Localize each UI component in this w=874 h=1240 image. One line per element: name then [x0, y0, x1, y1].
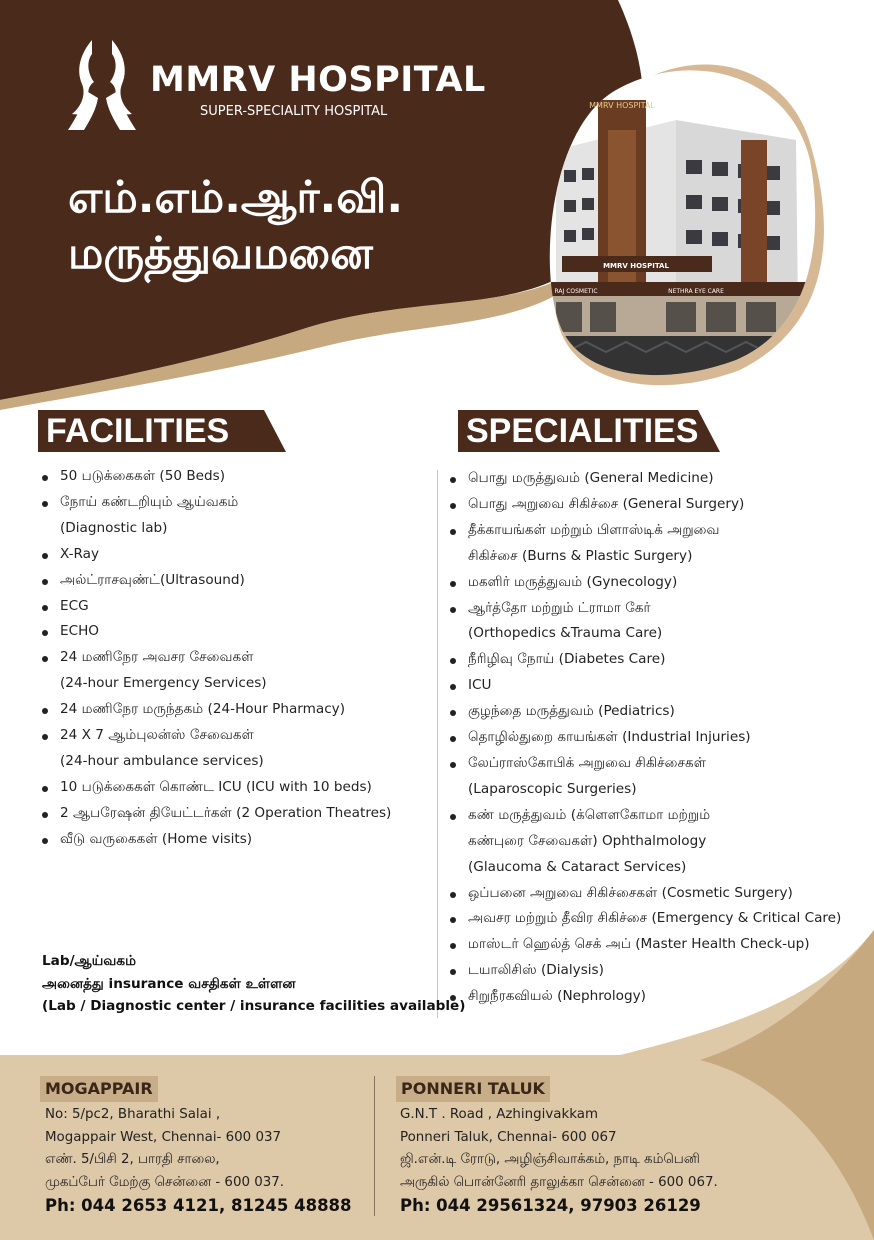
address-line: Ponneri Taluk, Chennai- 600 067: [400, 1129, 617, 1145]
address-line: முகப்பேர் மேற்கு சென்னை - 600 037.: [45, 1174, 285, 1190]
facilities-heading: [38, 410, 286, 452]
item-text: பொது அறுவை சிகிச்சை (General Surgery): [468, 495, 745, 512]
item-text-line2: சிகிச்சை (Burns & Plastic Surgery): [468, 547, 693, 564]
footer-divider: [374, 1076, 375, 1216]
item-text: டயாலிசிஸ் (Dialysis): [468, 962, 604, 979]
address-line: அருகில் பொன்னேரி தாலுக்கா சென்னை - 600 067.: [400, 1174, 718, 1190]
bullet-icon: [42, 708, 48, 714]
list-item: [38, 594, 391, 620]
list-item: [38, 775, 391, 801]
bullet-icon: [450, 917, 456, 923]
address-line: ஜி.என்.டி ரோடு, அழிஞ்சிவாக்கம், நாடி கம்பெனி: [400, 1152, 700, 1168]
building-shop-left: RAJ COSMETIC: [554, 288, 598, 295]
item-text: 24 X 7 ஆம்புலன்ஸ் சேவைகள்: [60, 727, 254, 744]
list-item: [38, 697, 391, 723]
note-line-2: அனைத்து insurance வசதிகள் உள்ளன: [42, 975, 296, 992]
item-text: ECG: [60, 597, 89, 614]
specialities-heading-text: SPECIALITIES: [466, 412, 699, 450]
bullet-icon: [42, 630, 48, 636]
tamil-hospital-title: [68, 170, 403, 282]
item-text-line2: (Laparoscopic Surgeries): [468, 780, 637, 797]
bullet-icon: [42, 605, 48, 611]
item-text: ஒப்பனை அறுவை சிகிச்சைகள் (Cosmetic Surgery): [468, 884, 793, 901]
item-text: லேப்ராஸ்கோபிக் அறுவை சிகிச்சைகள்: [468, 754, 706, 771]
list-item: [446, 647, 841, 673]
bullet-icon: [42, 579, 48, 585]
bullet-icon: [42, 734, 48, 740]
facilities-heading-text: FACILITIES: [46, 412, 230, 450]
list-item: [446, 699, 841, 725]
address-line: எண். 5/பிசி 2, பாரதி சாலை,: [45, 1152, 220, 1168]
building-sign-top: MMRV HOSPITAL: [589, 101, 655, 110]
facilities-list: [38, 464, 391, 853]
bullet-icon: [42, 553, 48, 559]
branch-phone: Ph: 044 2653 4121, 81245 48888: [45, 1196, 352, 1216]
specialities-list: [446, 466, 841, 1010]
list-item: [38, 827, 391, 853]
item-text: 10 படுக்கைகள் கொண்ட ICU (ICU with 10 beds): [60, 778, 372, 795]
list-item: [446, 570, 841, 596]
item-text: ECHO: [60, 623, 100, 640]
list-item: [446, 518, 841, 570]
hospital-logo-faces-icon: [62, 36, 142, 134]
branch-label-ponneri: [396, 1076, 550, 1102]
specialities-heading: [458, 410, 720, 452]
bullet-icon: [42, 812, 48, 818]
item-text-line2: (Diagnostic lab): [60, 519, 168, 536]
bullet-icon: [450, 943, 456, 949]
item-text: சிறுநீரகவியல் (Nephrology): [468, 988, 646, 1005]
list-item: [38, 490, 391, 542]
address-line: Mogappair West, Chennai- 600 037: [45, 1129, 282, 1145]
item-text: வீடு வருகைகள் (Home visits): [60, 830, 253, 847]
item-text: மாஸ்டர் ஹெல்த் செக் அப் (Master Health Check-up): [468, 936, 810, 953]
list-item: [446, 803, 841, 881]
branch-phone: Ph: 044 29561324, 97903 26129: [400, 1196, 701, 1216]
item-text-line2: (24-hour ambulance services): [60, 752, 264, 769]
bullet-icon: [42, 838, 48, 844]
note-line-3: (Lab / Diagnostic center / insurance facilities available): [42, 998, 466, 1014]
item-text-line2: கண்புரை சேவைகள்) Ophthalmology: [468, 832, 707, 849]
list-item: [38, 723, 391, 775]
list-item: [38, 801, 391, 827]
item-text: 24 மணிநேர மருந்தகம் (24-Hour Pharmacy): [60, 701, 346, 718]
item-text: 50 படுக்கைகள் (50 Beds): [60, 468, 226, 484]
item-text: அவசர மற்றும் தீவிர சிகிச்சை (Emergency & Critical Care): [468, 910, 842, 927]
list-item: [446, 492, 841, 518]
bullet-icon: [450, 503, 456, 509]
list-item: [38, 542, 391, 568]
branch-label-mogappair: [40, 1076, 158, 1102]
item-text: தீக்காயங்கள் மற்றும் பிளாஸ்டிக் அறுவை: [468, 521, 720, 538]
item-text: நீரிழிவு நோய் (Diabetes Care): [468, 651, 666, 668]
bullet-icon: [450, 658, 456, 664]
list-item: [446, 881, 841, 907]
item-text: 2 ஆபரேஷன் தியேட்டர்கள் (2 Operation Theatres): [60, 804, 392, 821]
list-item: [446, 906, 841, 932]
brand-tagline: SUPER-SPECIALITY HOSPITAL: [200, 104, 388, 119]
bullet-icon: [450, 607, 456, 613]
bullet-icon: [450, 814, 456, 820]
list-item: [38, 568, 391, 594]
item-text: ஆர்த்தோ மற்றும் ட்ராமா கேர்: [468, 599, 651, 616]
tamil-title-line-1: எம்.எம்.ஆர்.வி.: [68, 172, 404, 223]
bullet-icon: [42, 786, 48, 792]
list-item: [446, 725, 841, 751]
hospital-building-photo: [526, 60, 818, 378]
bullet-icon: [450, 892, 456, 898]
list-item: [446, 751, 841, 803]
item-text: பொது மருத்துவம் (General Medicine): [468, 470, 714, 486]
address-line: No: 5/pc2, Bharathi Salai ,: [45, 1107, 221, 1122]
bullet-icon: [450, 762, 456, 768]
address-line: G.N.T . Road , Azhingivakkam: [400, 1107, 598, 1122]
bullet-icon: [450, 529, 456, 535]
list-item: [446, 984, 841, 1010]
bullet-icon: [450, 684, 456, 690]
bullet-icon: [450, 736, 456, 742]
brand-name: MMRV HOSPITAL: [150, 60, 486, 100]
item-text: X-Ray: [60, 545, 100, 562]
list-item: [446, 596, 841, 648]
bullet-icon: [42, 475, 48, 481]
item-text-line3: (Glaucoma & Cataract Services): [468, 858, 687, 875]
building-sign-mid: MMRV HOSPITAL: [603, 262, 669, 270]
branch-label-text: MOGAPPAIR: [45, 1079, 153, 1098]
column-divider: [437, 470, 438, 1018]
bullet-icon: [450, 477, 456, 483]
list-item: [446, 932, 841, 958]
item-text: ICU: [468, 677, 492, 694]
list-item: [446, 958, 841, 984]
insurance-note: [42, 950, 465, 1018]
bullet-icon: [42, 656, 48, 662]
item-text-line2: (Orthopedics &Trauma Care): [468, 625, 663, 642]
item-text-line2: (24-hour Emergency Services): [60, 675, 267, 692]
branch-address-ponneri: [400, 1104, 718, 1218]
item-text: குழந்தை மருத்துவம் (Pediatrics): [468, 703, 675, 720]
branch-address-mogappair: [45, 1104, 352, 1218]
item-text: தொழில்துறை காயங்கள் (Industrial Injuries): [468, 729, 751, 746]
list-item: [38, 464, 391, 490]
branch-label-text: PONNERI TALUK: [401, 1079, 545, 1098]
bullet-icon: [450, 581, 456, 587]
bullet-icon: [42, 501, 48, 507]
tamil-title-line-2: மருத்துவமனை: [68, 228, 373, 279]
building-shop-right: NETHRA EYE CARE: [668, 288, 724, 295]
bullet-icon: [450, 710, 456, 716]
item-text: மகளிர் மருத்துவம் (Gynecology): [468, 573, 678, 590]
list-item: [38, 645, 391, 697]
note-line-1: Lab/ஆய்வகம்: [42, 953, 137, 969]
item-text: அல்ட்ராசவுண்ட்(Ultrasound): [60, 571, 245, 588]
list-item: [446, 673, 841, 699]
item-text: நோய் கண்டறியும் ஆய்வகம்: [60, 493, 239, 510]
item-text: கண் மருத்துவம் (க்ளௌகோமா மற்றும்: [468, 806, 711, 823]
list-item: [38, 619, 391, 645]
item-text: 24 மணிநேர அவசர சேவைகள்: [60, 649, 254, 666]
list-item: [446, 466, 841, 492]
